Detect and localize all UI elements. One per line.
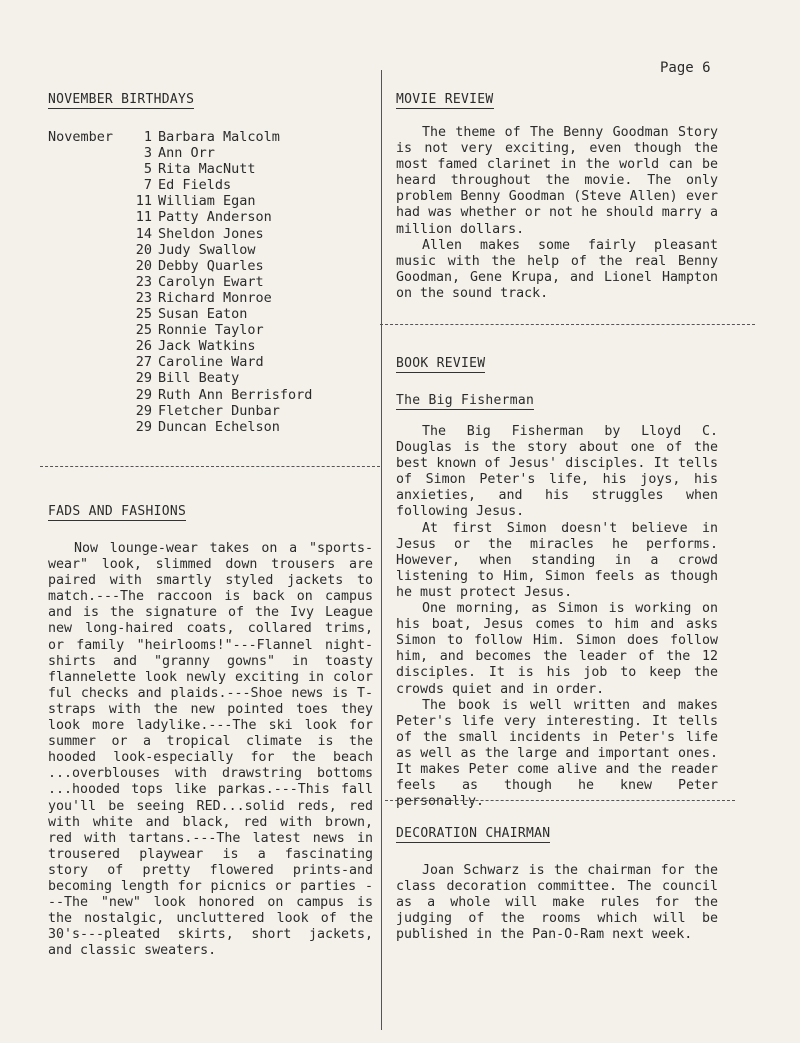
birthday-day: 23 xyxy=(135,273,152,290)
birthday-day: 5 xyxy=(143,161,152,178)
birthday-month xyxy=(48,387,126,403)
birthday-day: 26 xyxy=(135,338,152,355)
birthday-name: Susan Eaton xyxy=(158,306,248,323)
birthday-day: 29 xyxy=(135,402,152,419)
birthday-day: 20 xyxy=(135,257,152,274)
decoration-text: Joan Schwarz is the chairman for the class decoration committee. The council as a whole will make rules for the judging of the rooms which will be published in the Pan-O-Ram next week. xyxy=(396,863,718,943)
birthday-row xyxy=(48,322,373,338)
birthday-day: 11 xyxy=(135,193,152,210)
birthday-name: Rita MacNutt xyxy=(158,161,256,178)
birthday-row xyxy=(48,290,373,306)
birthday-row xyxy=(48,226,373,242)
birthday-name: Sheldon Jones xyxy=(158,225,264,242)
movie-paragraph-2: Allen makes some fairly pleasant music with the help of the real Benny Goodman, Gene Krupa, and Lionel Hampton on the sound track. xyxy=(396,237,718,301)
birthday-row xyxy=(48,258,373,274)
decoration-heading: DECORATION CHAIRMAN xyxy=(396,826,551,841)
birthday-day: 27 xyxy=(135,354,152,371)
birthday-name: Carolyn Ewart xyxy=(158,273,264,290)
birthday-month xyxy=(48,354,126,370)
movie-section xyxy=(396,88,718,302)
birthday-month xyxy=(48,306,126,322)
book-paragraph-4: The book is well written and makes Peter's life very interesting. It tells of the small incidents in Peter's life as well as the large and important ones. It makes Peter come alive and the reader feels as though he knew Peter personally. xyxy=(396,697,718,810)
birthday-row xyxy=(48,354,373,370)
birthday-day: 14 xyxy=(135,225,152,242)
birthday-month xyxy=(48,193,126,209)
birthday-month xyxy=(48,274,126,290)
birthday-name: Duncan Echelson xyxy=(158,418,280,435)
movie-paragraph-1: The theme of The Benny Goodman Story is not very exciting, even though the most famed clarinet in the world can be heard throughout the movie. The only problem Benny Goodman (Steve Allen) ever had was whether or not he should marry a million dollars. xyxy=(396,125,718,237)
birthday-list xyxy=(48,129,373,435)
fads-heading: FADS AND FASHIONS xyxy=(48,504,187,519)
right-column xyxy=(396,88,718,943)
birthday-month xyxy=(48,145,126,161)
movie-heading: MOVIE REVIEW xyxy=(396,92,494,107)
birthday-row xyxy=(48,129,373,145)
birthday-day: 25 xyxy=(135,306,152,323)
book-paragraph-2: At first Simon doesn't believe in Jesus or the miracles he performs. However, when standing in a crowd listening to Him, Simon feels as though he must protect Jesus. xyxy=(396,520,718,600)
birthday-day: 23 xyxy=(135,289,152,306)
birthday-month xyxy=(48,322,126,338)
birthday-row xyxy=(48,209,373,225)
birthdays-heading: NOVEMBER BIRTHDAYS xyxy=(48,92,195,107)
birthday-row xyxy=(48,161,373,177)
birthday-month xyxy=(48,419,126,435)
decoration-section xyxy=(396,822,718,943)
birthday-name: William Egan xyxy=(158,193,256,210)
birthday-row xyxy=(48,338,373,354)
book-title: The Big Fisherman xyxy=(396,393,535,408)
birthday-name: Ann Orr xyxy=(158,145,215,162)
birthday-row xyxy=(48,274,373,290)
column-divider xyxy=(381,70,382,1030)
birthday-name: Ed Fields xyxy=(158,177,232,194)
birthday-day: 29 xyxy=(135,418,152,435)
left-column xyxy=(48,88,373,959)
page-number: Page 6 xyxy=(660,60,711,76)
birthday-month xyxy=(48,290,126,306)
birthday-month xyxy=(48,226,126,242)
birthday-month xyxy=(48,177,126,193)
birthday-row xyxy=(48,370,373,386)
birthday-month xyxy=(48,338,126,354)
birthday-name: Richard Monroe xyxy=(158,289,272,306)
birthday-name: Bill Beaty xyxy=(158,370,240,387)
birthday-name: Patty Anderson xyxy=(158,209,272,226)
birthday-row xyxy=(48,403,373,419)
book-section xyxy=(396,352,718,810)
birthday-row xyxy=(48,177,373,193)
birthday-month xyxy=(48,209,126,225)
book-heading: BOOK REVIEW xyxy=(396,356,486,371)
left-section-divider xyxy=(40,466,380,467)
birthday-day: 11 xyxy=(135,209,152,226)
birthday-name: Ronnie Taylor xyxy=(158,322,264,339)
birthday-month xyxy=(48,242,126,258)
birthday-day: 3 xyxy=(143,145,152,162)
birthday-month xyxy=(48,403,126,419)
birthday-name: Debby Quarles xyxy=(158,257,264,274)
birthday-day: 20 xyxy=(135,241,152,258)
fads-text: Now lounge-wear takes on a "sports-wear" look, slimmed down trousers are paired with smartly styled jackets to match.---The raccoon is back on campus and is the signature of the Ivy League new long-haired coats, collared trims, or family "heirlooms!"---Flannel night-shirts and "granny gowns" in toasty flannelette look newly exciting in color ful checks and plaids.---Shoe news is T-straps with the new pointed toes they look more ladylike.---The ski look for summer or a tropical climate is the hooded look-especially for the beach ...overblouses with drawstring bottoms ...hooded tops like parkas.---This fall you'll be seeing RED...solid reds, red with white and black, red with brown, red with tartans.---The latest news in trousered playwear is a fascinating story of pretty flowered prints-and becoming length for picnics or parties ---The "new" look honored on campus is the nostalgic, uncluttered look of the 30's---pleated skirts, short jackets, and classic sweaters. xyxy=(48,541,373,959)
birthday-row xyxy=(48,419,373,435)
birthday-row xyxy=(48,306,373,322)
book-paragraph-1: The Big Fisherman by Lloyd C. Douglas is the story about one of the best known of Jesus' disciples. It tells of Simon Peter's life, his joys, his anxieties, and his struggles when following Jesus. xyxy=(396,424,718,520)
right-section-divider-1 xyxy=(380,324,755,325)
birthday-day: 1 xyxy=(143,129,152,145)
book-paragraph-3: One morning, as Simon is working on his boat, Jesus comes to him and asks Simon to follow Him. Simon does follow him, and becomes the leader of the 12 disciples. It is his job to keep the crowds quiet and in order. xyxy=(396,601,718,697)
birthday-day: 7 xyxy=(143,177,152,194)
birthday-row xyxy=(48,387,373,403)
birthday-name: Barbara Malcolm xyxy=(158,129,280,145)
birthday-day: 25 xyxy=(135,322,152,339)
birthday-day: 29 xyxy=(135,370,152,387)
birthday-month xyxy=(48,258,126,274)
birthday-row xyxy=(48,145,373,161)
birthday-name: Ruth Ann Berrisford xyxy=(158,386,313,403)
birthday-name: Jack Watkins xyxy=(158,338,256,355)
birthday-name: Judy Swallow xyxy=(158,241,256,258)
birthday-month xyxy=(48,161,126,177)
birthday-day: 29 xyxy=(135,386,152,403)
birthday-row xyxy=(48,242,373,258)
birthday-name: Fletcher Dunbar xyxy=(158,402,280,419)
birthday-name: Caroline Ward xyxy=(158,354,264,371)
birthday-month xyxy=(48,370,126,386)
birthday-row xyxy=(48,193,373,209)
birthday-month: November xyxy=(48,129,114,145)
fads-section xyxy=(48,500,373,959)
